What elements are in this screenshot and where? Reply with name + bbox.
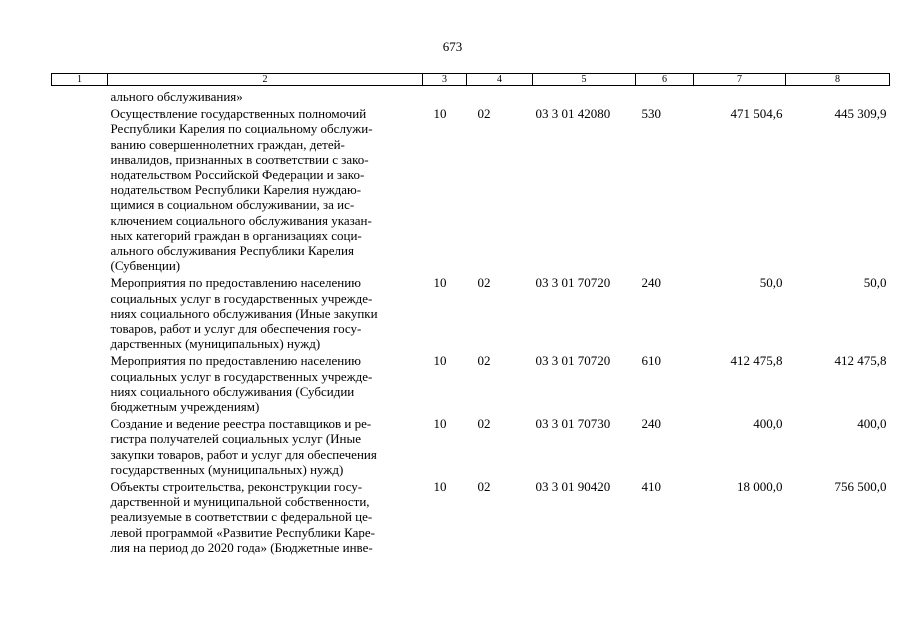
- expense-type-cell: 240: [641, 416, 661, 432]
- item-name-line: государственных (муниципальных) нужд): [110, 461, 344, 477]
- item-name-cell: [108, 273, 423, 351]
- page-number: 673: [442, 39, 463, 54]
- amount-b-cell: 756 500,0: [834, 479, 887, 495]
- item-name-line: щимися в социальном обслуживании, за ис-: [110, 197, 355, 213]
- table-row: [52, 104, 890, 273]
- item-name-line: дарственной и муниципальной собственности,: [110, 494, 370, 510]
- row-number-cell: [52, 273, 108, 351]
- item-name-line: ниях социального обслуживания (Иные закупки: [110, 305, 378, 321]
- chapter-cell: 10: [433, 416, 447, 432]
- amount-a-cell: 471 504,6: [730, 106, 783, 122]
- column-header-5: 5: [533, 74, 636, 86]
- subchapter-cell: 02: [477, 479, 491, 495]
- column-header-6: 6: [636, 74, 694, 86]
- header-row: [52, 74, 890, 86]
- target-article-cell: 03 3 01 90420: [535, 479, 611, 495]
- item-name-line: ниях социального обслуживания (Субсидии: [110, 383, 355, 399]
- budget-table: [51, 73, 890, 555]
- item-name-line: закупки товаров, работ и услуг для обеспечения: [110, 446, 377, 462]
- chapter-cell: 10: [433, 275, 447, 291]
- column-header-7: 7: [694, 74, 786, 86]
- item-name-line: нодательством Республики Карелия нуждаю-: [110, 182, 362, 198]
- row-number-cell: [52, 86, 108, 105]
- item-name-cell: [108, 414, 423, 477]
- expense-type-cell: [636, 86, 694, 105]
- amount-a-cell: 18 000,0: [737, 479, 783, 495]
- row-number-cell: [52, 414, 108, 477]
- item-name-line: ных категорий граждан в организациях соци-: [110, 227, 362, 243]
- column-header-8: 8: [786, 74, 890, 86]
- item-name-line: лия на период до 2020 года» (Бюджетные инве-: [110, 539, 373, 555]
- item-name-line: социальных услуг в государственных учрежде-: [110, 368, 373, 384]
- item-name-line: (Субвенции): [110, 258, 181, 274]
- subchapter-cell: [467, 86, 533, 105]
- expense-type-cell: 530: [641, 106, 661, 122]
- item-name-line: дарственных (муниципальных) нужд): [110, 336, 321, 352]
- item-name-cell: [108, 86, 423, 105]
- subchapter-cell: 02: [477, 416, 491, 432]
- item-name-line: Республики Карелия по социальному обслужи-: [110, 121, 373, 137]
- item-name-line: Мероприятия по предоставлению населению: [110, 353, 361, 369]
- item-name-cell: [108, 104, 423, 273]
- table-body: [52, 86, 890, 556]
- amount-a-cell: [694, 86, 786, 105]
- row-number-cell: [52, 351, 108, 414]
- table-row: [52, 477, 890, 555]
- amount-b-cell: 412 475,8: [834, 353, 887, 369]
- table-header: [52, 74, 890, 86]
- item-name-line: реализуемые в соответствии с федеральной це-: [110, 509, 373, 525]
- row-number-cell: [52, 104, 108, 273]
- target-article-cell: [533, 86, 636, 105]
- item-name-line: социальных услуг в государственных учрежде-: [110, 290, 373, 306]
- column-header-3: 3: [423, 74, 467, 86]
- item-name-line: Объекты строительства, реконструкции госу-: [110, 479, 363, 495]
- target-article-cell: 03 3 01 42080: [535, 106, 611, 122]
- item-name-line: ванию совершеннолетних граждан, детей-: [110, 136, 345, 152]
- item-name-line: Осуществление государственных полномочий: [110, 106, 367, 122]
- chapter-cell: [423, 86, 467, 105]
- item-name-line: ального обслуживания Республики Карелия: [110, 243, 354, 259]
- item-name-line: товаров, работ и услуг для обеспечения госу-: [110, 321, 362, 337]
- item-name-line: левой программой «Развитие Республики Каре-: [110, 524, 375, 540]
- amount-b-cell: 400,0: [857, 416, 887, 432]
- target-article-cell: 03 3 01 70720: [535, 275, 611, 291]
- item-name-cell: [108, 477, 423, 555]
- expense-type-cell: 240: [641, 275, 661, 291]
- table-row: [52, 414, 890, 477]
- chapter-cell: 10: [433, 479, 447, 495]
- column-header-1: 1: [52, 74, 108, 86]
- item-name-line: инвалидов, признанных в соответствии с зако-: [110, 151, 369, 167]
- item-name-line: Мероприятия по предоставлению населению: [110, 275, 361, 291]
- item-name-line: Создание и ведение реестра поставщиков и ре-: [110, 416, 372, 432]
- item-name-line: бюджетным учреждениям): [110, 399, 260, 415]
- target-article-cell: 03 3 01 70730: [535, 416, 611, 432]
- column-header-4: 4: [467, 74, 533, 86]
- table-row: [52, 351, 890, 414]
- item-name-cell: [108, 351, 423, 414]
- chapter-cell: 10: [433, 353, 447, 369]
- table-row: [52, 86, 890, 105]
- item-name-line: ключением социального обслуживания указан-: [110, 212, 372, 228]
- amount-a-cell: 412 475,8: [730, 353, 783, 369]
- amount-a-cell: 50,0: [759, 275, 783, 291]
- item-name-line: гистра получателей социальных услуг (Иные: [110, 431, 362, 447]
- amount-a-cell: 400,0: [753, 416, 783, 432]
- item-name-line: нодательством Российской Федерации и зако-: [110, 167, 365, 183]
- expense-type-cell: 410: [641, 479, 661, 495]
- amount-b-cell: 50,0: [863, 275, 887, 291]
- row-number-cell: [52, 477, 108, 555]
- subchapter-cell: 02: [477, 275, 491, 291]
- amount-b-cell: 445 309,9: [834, 106, 887, 122]
- item-name-line: ального обслуживания»: [110, 89, 243, 104]
- target-article-cell: 03 3 01 70720: [535, 353, 611, 369]
- subchapter-cell: 02: [477, 106, 491, 122]
- amount-b-cell: [786, 86, 890, 105]
- expense-type-cell: 610: [641, 353, 661, 369]
- chapter-cell: 10: [433, 106, 447, 122]
- subchapter-cell: 02: [477, 353, 491, 369]
- table-row: [52, 273, 890, 351]
- column-header-2: 2: [108, 74, 423, 86]
